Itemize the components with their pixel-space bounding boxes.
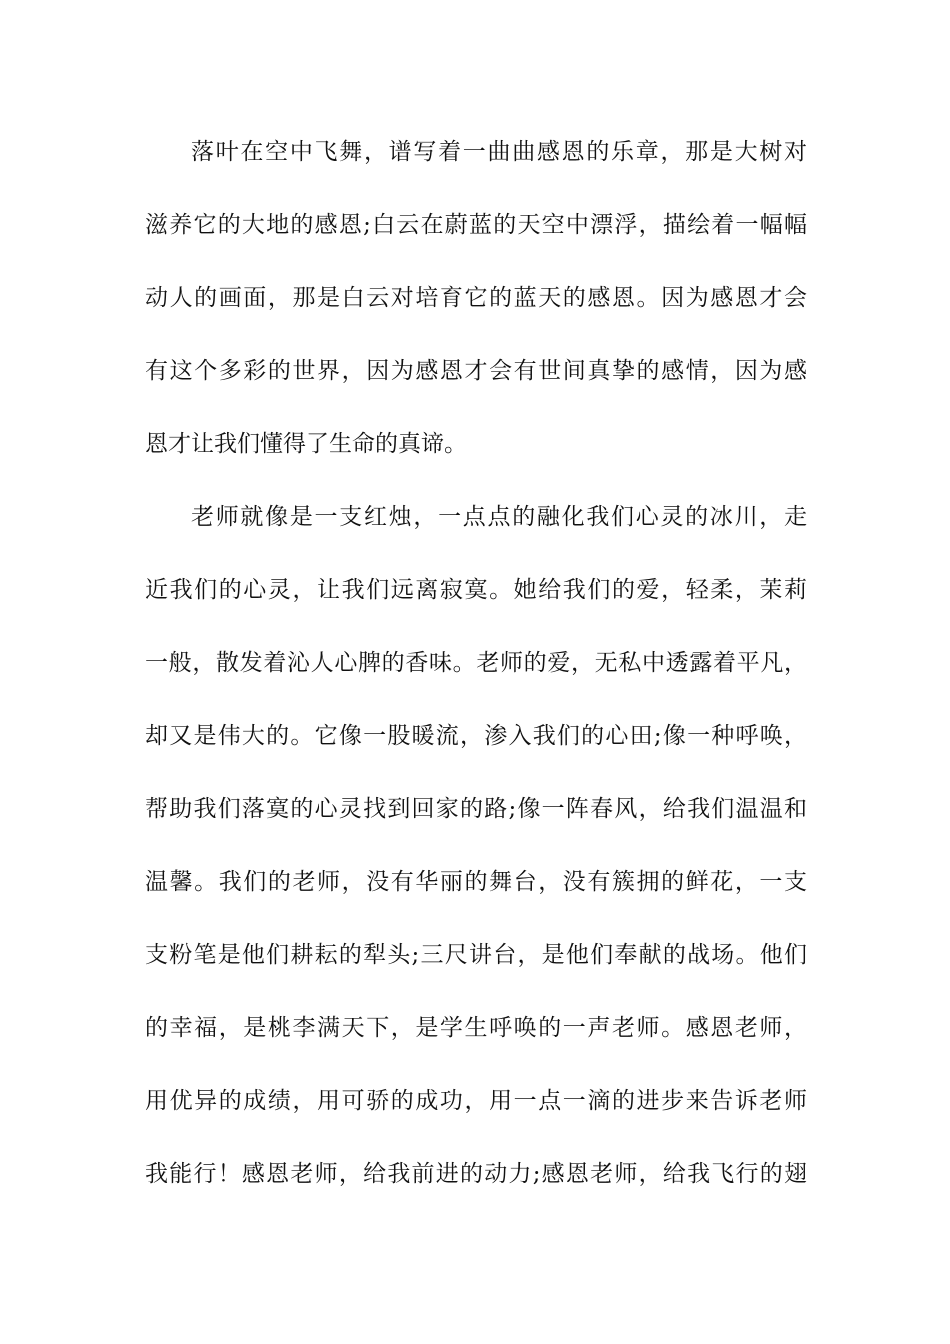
paragraph-line: 动人的画面，那是白云对培育它的蓝天的感恩。因为感恩才会 xyxy=(145,285,807,311)
paragraph-2 xyxy=(145,495,807,1225)
paragraph-line: 用优异的成绩，用可骄的成功，用一点一滴的进步来告诉老师 xyxy=(145,1088,807,1114)
paragraph-line: 一般，散发着沁人心脾的香味。老师的爱，无私中透露着平凡， xyxy=(145,650,807,676)
paragraph-1 xyxy=(145,130,807,495)
document-body xyxy=(145,130,807,1225)
paragraph-line: 恩才让我们懂得了生命的真谛。 xyxy=(145,431,467,457)
paragraph-line: 滋养它的大地的感恩;白云在蔚蓝的天空中漂浮，描绘着一幅幅 xyxy=(145,212,807,238)
paragraph-line: 的幸福，是桃李满天下，是学生呼唤的一声老师。感恩老师， xyxy=(145,1015,807,1041)
paragraph-line: 有这个多彩的世界，因为感恩才会有世间真挚的感情，因为感 xyxy=(145,358,807,384)
paragraph-line: 支粉笔是他们耕耘的犁头;三尺讲台，是他们奉献的战场。他们 xyxy=(145,942,807,968)
paragraph-line: 帮助我们落寞的心灵找到回家的路;像一阵春风，给我们温温和 xyxy=(145,796,807,822)
paragraph-line: 温馨。我们的老师，没有华丽的舞台，没有簇拥的鲜花，一支 xyxy=(145,869,807,895)
paragraph-line: 老师就像是一支红烛，一点点的融化我们心灵的冰川，走 xyxy=(191,504,807,530)
paragraph-line: 近我们的心灵，让我们远离寂寞。她给我们的爱，轻柔，茉莉 xyxy=(145,577,807,603)
paragraph-line: 落叶在空中飞舞，谱写着一曲曲感恩的乐章，那是大树对 xyxy=(191,139,807,165)
paragraph-line: 我能行！感恩老师，给我前进的动力;感恩老师，给我飞行的翅 xyxy=(145,1161,807,1187)
paragraph-line: 却又是伟大的。它像一股暖流，渗入我们的心田;像一种呼唤， xyxy=(145,723,807,749)
